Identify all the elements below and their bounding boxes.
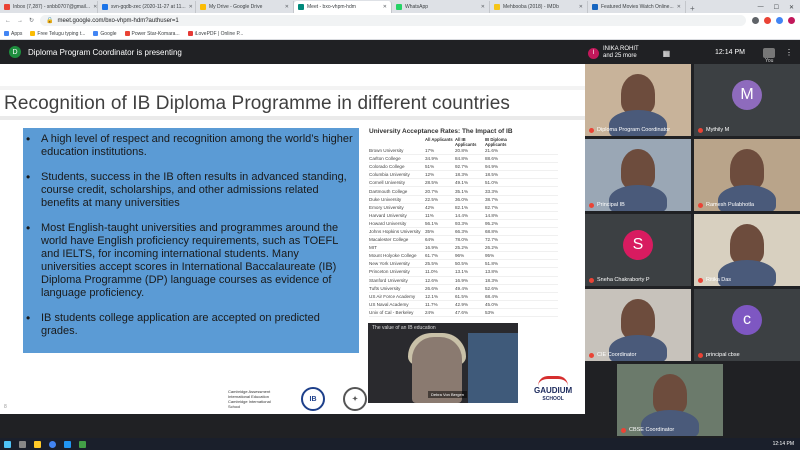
participant-tile[interactable] [585,139,691,211]
logo-row [228,387,367,411]
table-row [369,163,558,171]
tab-label: My Drive - Google Drive [209,4,263,10]
browser-tab[interactable] [98,1,196,13]
table-cell: 47.6% [455,309,469,315]
table-cell: US Air Force Academy [369,293,416,299]
table-cell: 26.2% [485,245,499,251]
bookmark-icon [93,31,98,36]
browser-tab[interactable] [0,1,98,13]
table-cell: 95% [485,253,495,259]
table-row [369,155,558,163]
close-window-icon[interactable]: ✕ [788,4,794,11]
mic-off-icon [589,203,594,208]
video-caption: The value of an IB education [372,325,436,331]
table-cell: US Naval Academy [369,301,409,307]
more-options-icon[interactable]: ⋮ [785,48,793,57]
participant-name [698,127,729,133]
video-background [468,333,518,403]
table-cell: 34.9% [425,156,439,162]
new-tab-button[interactable]: + [690,4,695,13]
table-cell: 66.3% [455,228,469,234]
table-cell: Univ of Cal - Berkeley [369,309,414,315]
table-cell: 21.6% [485,148,499,154]
bullet-item: • Most English-taught universities and programmes around the world have English proficiency requirements, such as TOEFL and IELTS, for incoming international students. Many universities accept scores in International Baccalaureate (IB) Diploma Programme (DP) language courses as evidence of language proficiency. [24,222,354,300]
browser-tab[interactable] [294,1,392,13]
table-cell: 13.8% [485,269,499,275]
tab-label: Featured Movies Watch Online... [601,4,674,10]
participant-name [589,352,636,358]
table-cell: 52.6% [485,285,499,291]
meeting-clock: 12:14 PM [715,49,745,56]
tab-close-icon[interactable]: ✕ [93,4,98,10]
table-row [369,204,558,212]
table-cell: 82.1% [455,204,469,210]
participant-tile[interactable] [694,214,800,286]
table-cell: Duke University [369,196,402,202]
star-icon[interactable] [752,17,759,24]
extension-icon[interactable] [764,17,771,24]
file-explorer-icon[interactable] [34,441,41,448]
participant-name [589,277,650,283]
mic-off-icon [589,353,594,358]
presentation-slide [0,64,585,414]
table-cell: Princeton University [369,269,410,275]
table-cell: 35% [425,228,435,234]
participant-tile[interactable] [585,64,691,136]
gaudium-school: SCHOOL [542,396,564,402]
table-cell: Brown University [369,148,404,154]
table-row [369,252,558,260]
participant-name-text: Sneha Chakraborty P [597,277,650,283]
participant-name-text: Principal IB [597,202,625,208]
participant-person [621,74,655,114]
table-row [369,196,558,204]
table-cell: Carlton College [369,156,401,162]
bookmark-item[interactable] [188,31,244,37]
cambridge-logo-text: Cambridge Assessment International Education [228,389,271,399]
window-controls [758,1,800,13]
participant-tile[interactable] [694,289,800,361]
browser-tab[interactable] [588,1,686,13]
app-icon[interactable] [64,441,71,448]
os-taskbar [0,438,800,450]
tab-label: Meet - bxo-vhpm-hdm [307,4,356,10]
table-cell: Macalester College [369,237,409,243]
presenting-banner [0,40,585,64]
bookmark-label: Google [100,30,117,37]
table-cell: 20.8% [455,148,469,154]
bullet-item: • Students, success in the IB often results in advanced standing, course credit, scholarships, and other admissions related benefits at many universities [24,171,354,210]
tab-close-icon[interactable]: ✕ [480,4,485,10]
bookmark-item[interactable] [30,31,85,37]
table-cell: Howard University [369,220,407,226]
app-icon[interactable] [79,441,86,448]
participants-header[interactable] [585,42,800,64]
table-cell: 49.4% [455,285,469,291]
windows-start-icon[interactable] [4,441,11,448]
table-cell: Colorado College [369,164,405,170]
url-text: meet.google.com/bxo-vhpm-hdm?authuser=1 [57,17,179,24]
table-cell: 18.5% [485,172,499,178]
table-cell: 11.7% [425,301,438,307]
table-row [369,187,558,195]
maximize-icon[interactable]: ☐ [773,4,779,11]
table-cell: 18.3% [485,277,499,283]
lock-icon: 🔒 [46,18,54,24]
table-cell: 94.9% [485,164,499,170]
tab-label: WhatsApp [405,4,429,10]
table-row [369,268,558,276]
gaudium-logo [534,376,572,403]
table-cell: 50.5% [455,261,469,267]
url-field[interactable] [40,15,746,26]
participant-name-text: Mythily M [706,127,730,133]
table-cell: 11.0% [425,269,438,275]
slide-number: 8 [4,404,7,410]
cbse-logo: ✦ [343,387,367,411]
table-cell: Mount Holyoke College [369,253,417,259]
tab-favicon-icon [4,4,10,10]
participant-tile[interactable] [585,214,691,286]
mic-off-icon [589,128,594,133]
self-view-thumbnail[interactable] [763,48,775,58]
table-row [369,293,558,301]
table-cell: 24% [425,309,435,315]
table-cell: 12% [425,172,435,178]
participant-name [698,277,731,283]
bookmark-icon [188,31,193,36]
bookmark-item[interactable] [125,31,180,37]
participant-avatar: I [588,48,599,59]
table-cell: Tufts University [369,285,401,291]
table-cell: 68.8% [485,228,499,234]
bookmarks-bar [0,28,800,40]
tab-favicon-icon [298,4,304,10]
participants-panel [585,40,800,438]
table-cell: 25.2% [455,245,469,251]
bookmark-label: Power Star-Komara... [131,30,180,37]
table-cell: 51.8% [485,261,499,267]
slide-title-rule [0,116,585,120]
participant-name-text: Ritika Das [706,277,732,283]
tab-close-icon[interactable]: ✕ [284,4,289,10]
table-cell: Columbia University [369,172,410,178]
cambridge-logo [228,389,283,409]
table-cell: 88.6% [485,156,499,162]
table-header-cell: All IB Applicants [455,137,477,147]
tab-label: Inbox (7,287) - snbb0707@gmail... [13,4,91,10]
table-cell: MIT [369,245,377,251]
table-cell: 42.9% [455,301,469,307]
tab-favicon-icon [200,4,206,10]
tab-close-icon[interactable]: ✕ [188,4,193,10]
tab-close-icon[interactable]: ✕ [382,4,387,10]
table-row [369,285,558,293]
reload-icon[interactable]: ↻ [29,18,35,24]
ib-logo: IB [301,387,325,411]
table-cell: Dartmouth College [369,188,408,194]
participant-tile[interactable] [585,289,691,361]
table-cell: 61.7% [425,253,439,259]
table-row [369,260,558,268]
bookmark-item[interactable] [93,31,116,37]
bookmark-icon [30,31,35,36]
extension-icon[interactable] [776,17,783,24]
chrome-icon[interactable] [49,441,56,448]
profile-icon[interactable] [788,17,795,24]
table-row [369,220,558,228]
participant-person [730,149,764,189]
tab-label: svn-gqdb-zec (2020-11-27 at 11... [111,4,186,10]
search-icon[interactable] [19,441,26,448]
table-cell: 78.0% [455,237,469,243]
table-cell: 96% [455,253,465,259]
tab-favicon-icon [396,4,402,10]
table-cell: 56.1% [425,220,439,226]
table-cell: 20.7% [425,188,439,194]
table-row [369,171,558,179]
table-cell: 51.0% [485,180,499,186]
table-cell: 38.7% [485,196,499,202]
acceptance-table [366,126,558,334]
table-cell: 84.8% [455,156,469,162]
mic-off-icon [698,278,703,283]
table-cell: 95.2% [485,220,499,226]
table-row [369,277,558,285]
participant-name [698,352,740,358]
tab-label: Mehbooba (2018) - IMDb [503,4,559,10]
bullet-list [24,133,354,350]
table-cell: Cornell University [369,180,405,186]
table-cell: 22.5% [425,196,439,202]
participants-line1: INIKA ROHIT [603,46,639,52]
tab-favicon-icon [102,4,108,10]
bookmark-icon [4,31,9,36]
participant-name-text: CIE Coordinator [597,352,637,358]
table-cell: 64% [425,237,435,243]
table-cell: 16.9% [455,277,469,283]
table-cell: 18.3% [455,172,469,178]
participant-avatar: S [623,230,653,260]
bookmark-label: iLovePDF | Online P... [194,30,244,37]
bookmark-item[interactable] [4,31,22,37]
forward-icon[interactable]: → [17,17,23,24]
table-row [369,301,558,309]
slide-title: Recognition of IB Diploma Programme in different countries [4,93,511,114]
mic-off-icon [698,353,703,358]
browser-tab[interactable] [392,1,490,13]
table-row [369,147,558,155]
participant-person [730,224,764,264]
table-cell: 17% [425,148,435,154]
table-cell: 61.5% [455,293,469,299]
back-icon[interactable]: ← [5,17,11,24]
table-cell: 12.1% [425,293,439,299]
mic-off-icon [621,428,626,433]
table-title: University Acceptance Rates: The Impact of IB [369,128,513,135]
table-cell: 33.3% [485,188,499,194]
participants-line2: and 25 more [603,53,637,59]
browser-tab[interactable] [196,1,294,13]
participant-name [698,202,754,208]
presenter-avatar: D [9,46,21,58]
table-cell: 16.9% [425,245,439,251]
table-cell: 53% [485,309,495,315]
bookmark-icon [125,31,130,36]
tab-close-icon[interactable]: ✕ [578,4,583,10]
table-row [369,244,558,252]
table-cell: 28.5% [425,180,439,186]
participant-person [653,374,687,414]
table-row [369,228,558,236]
mic-off-icon [698,203,703,208]
bookmark-label: Apps [11,30,23,37]
browser-tab-strip [0,0,800,13]
table-cell: 11% [425,212,434,218]
table-cell: 68.4% [485,293,499,299]
table-cell: 92.7% [455,164,469,170]
mic-off-icon [589,278,594,283]
participant-tile[interactable] [694,139,800,211]
table-header-cell: IB Diploma Applicants [485,137,507,147]
participant-tile[interactable] [694,64,800,136]
table-cell: 12.6% [425,277,439,283]
table-row [369,309,558,317]
table-header-cell: All Applicants [425,137,453,142]
bookmark-label: Free Telugu typing t... [37,30,86,37]
table-cell: 14.8% [485,212,499,218]
participant-name [589,127,670,133]
participant-person [621,149,655,189]
self-label: You [765,58,774,64]
table-cell: 93.3% [455,220,469,226]
bullet-item: • IB students college application are accepted on predicted grades. [24,312,354,338]
table-cell: New York University [369,261,410,267]
tab-favicon-icon [494,4,500,10]
extensions [752,17,795,24]
tab-favicon-icon [592,4,598,10]
mic-off-icon [698,128,703,133]
table-cell: 45.0% [485,301,499,307]
participant-avatar: M [732,80,762,110]
participants-summary [603,46,639,60]
table-cell: 13.1% [455,269,469,275]
video-lower-third: Debra Von Bergen [428,391,467,398]
participant-tile[interactable] [617,364,723,436]
table-cell: 14.4% [455,212,469,218]
taskbar-clock: 12:14 PM [772,440,794,447]
participant-name [589,202,625,208]
table-header-cell [369,137,425,147]
participant-name [621,427,674,433]
gaudium-arc-icon [538,376,568,386]
table-cell: Stanford University [369,277,408,283]
table-cell: 26.6% [425,285,439,291]
grid-view-icon[interactable]: ▦ [662,48,671,58]
minimize-icon[interactable]: — [757,4,764,10]
presenting-text: Diploma Program Coordinator is presenting [28,47,182,57]
participant-name-text: principal cbse [706,352,740,358]
table-row [369,212,558,220]
slide-top-band [0,86,585,90]
participant-avatar: c [732,305,762,335]
address-bar-row [0,13,800,28]
table-cell: Emory University [369,204,404,210]
table-header [369,137,558,147]
table-cell: 25.5% [425,261,439,267]
table-row [369,236,558,244]
cambridge-logo-sub: Cambridge International School [228,399,271,409]
table-row [369,179,558,187]
table-cell: Harvard University [369,212,407,218]
participant-person [621,299,655,339]
table-cell: 35.1% [455,188,469,194]
participant-name-text: Ramesh Pulabhotla [706,202,755,208]
gaudium-name: GAUDIUM [534,386,573,395]
browser-tab[interactable] [490,1,588,13]
table-cell: 36.0% [455,196,469,202]
table-body [366,147,558,317]
table-cell: 51% [425,164,435,170]
table-cell: Johns Hopkins University [369,228,421,234]
table-cell: 49.1% [455,180,469,186]
participant-name-text: Diploma Program Coordinator [597,127,671,133]
participant-name-text: CBSE Coordinator [629,427,675,433]
tab-close-icon[interactable]: ✕ [676,4,681,10]
table-cell: 72.7% [485,237,499,243]
table-cell: 82.7% [485,204,499,210]
embedded-video[interactable] [368,323,518,403]
bullet-item: • A high level of respect and recognition among the world’s higher education institutions. [24,133,354,159]
table-cell: 42% [425,204,435,210]
